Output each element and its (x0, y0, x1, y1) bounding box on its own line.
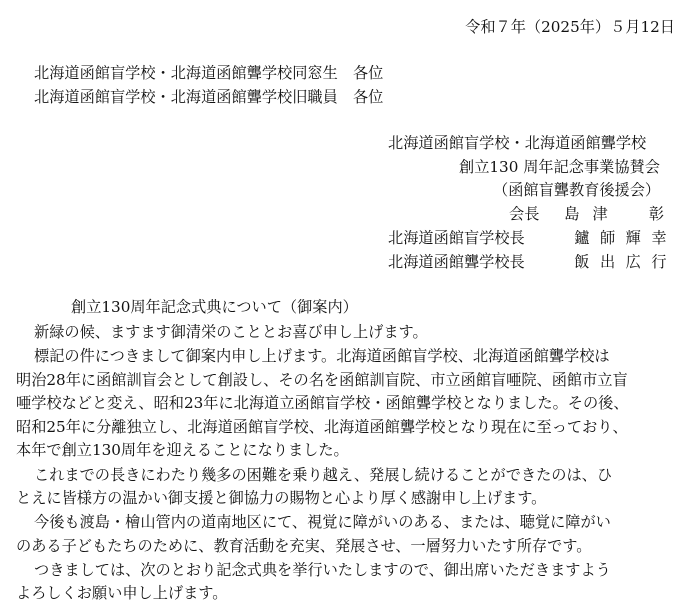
body-line: 今後も渡島・檜山管内の道南地区にて、視覚に障がいのある、または、聴覚に障がい (34, 513, 611, 531)
sender-committee-alias: （函館盲聾教育後援会） (493, 181, 661, 199)
signatory-role: 北海道函館聾学校長 (388, 253, 525, 271)
body-line: とえに皆様方の温かい御支援と御協力の賜物と心より厚く感謝申し上げます。 (16, 489, 547, 507)
body-line: 本年で創立130周年を迎えることになりました。 (16, 441, 349, 459)
sender-committee: 創立130 周年記念事業協賛会 (459, 158, 660, 176)
recipient-line-former-staff: 北海道函館盲学校・北海道函館聾学校旧職員 各位 (34, 88, 384, 106)
signatory-name: 島津 彰 (564, 205, 677, 223)
body-line: これまでの長きにわたり幾多の困難を乗り越え、発展し続けることができたのは、ひ (34, 466, 613, 484)
body-line: つきましては、次のとおり記念式典を挙行いたしますので、御出席いただきますよう (34, 561, 611, 579)
signatory-role: 会長 (509, 205, 540, 223)
signatory-deaf-school-principal (388, 255, 688, 273)
body-line: 昭和25年に分離独立し、北海道函館盲学校、北海道函館聾学校となり現在に至っており、 (16, 418, 628, 436)
signatory-name: 飯出広行 (574, 253, 677, 271)
body-line: のある子どもたちのために、教育活動を充実、発展させ、一層努力いたす所存です。 (16, 537, 592, 555)
signatory-blind-school-principal (388, 231, 688, 249)
letter-subject: 創立130周年記念式典について（御案内） (71, 298, 358, 316)
body-line: 明治28年に函館訓盲会として創設し、その名を函館訓盲院、市立函館盲唖院、函館市立盲 (16, 371, 628, 389)
body-line: 標記の件につきまして御案内申し上げます。北海道函館盲学校、北海道函館聾学校は (34, 347, 610, 365)
signatory-role: 北海道函館盲学校長 (388, 229, 525, 247)
body-line: 唖学校などと変え、昭和23年に北海道立函館盲学校・函館聾学校となりました。その後、 (16, 394, 629, 412)
body-line: よろしくお願い申し上げます。 (16, 584, 228, 602)
signatory-name: 鑪師輝幸 (574, 229, 677, 247)
sender-organization: 北海道函館盲学校・北海道函館聾学校 (388, 134, 647, 152)
body-line: 新緑の候、ますます御清栄のこととお喜び申し上げます。 (34, 323, 428, 341)
letter-date: 令和７年（2025年）５月12日 (465, 18, 675, 36)
recipient-line-alumni: 北海道函館盲学校・北海道函館聾学校同窓生 各位 (34, 64, 384, 82)
signatory-chairman (388, 207, 688, 225)
